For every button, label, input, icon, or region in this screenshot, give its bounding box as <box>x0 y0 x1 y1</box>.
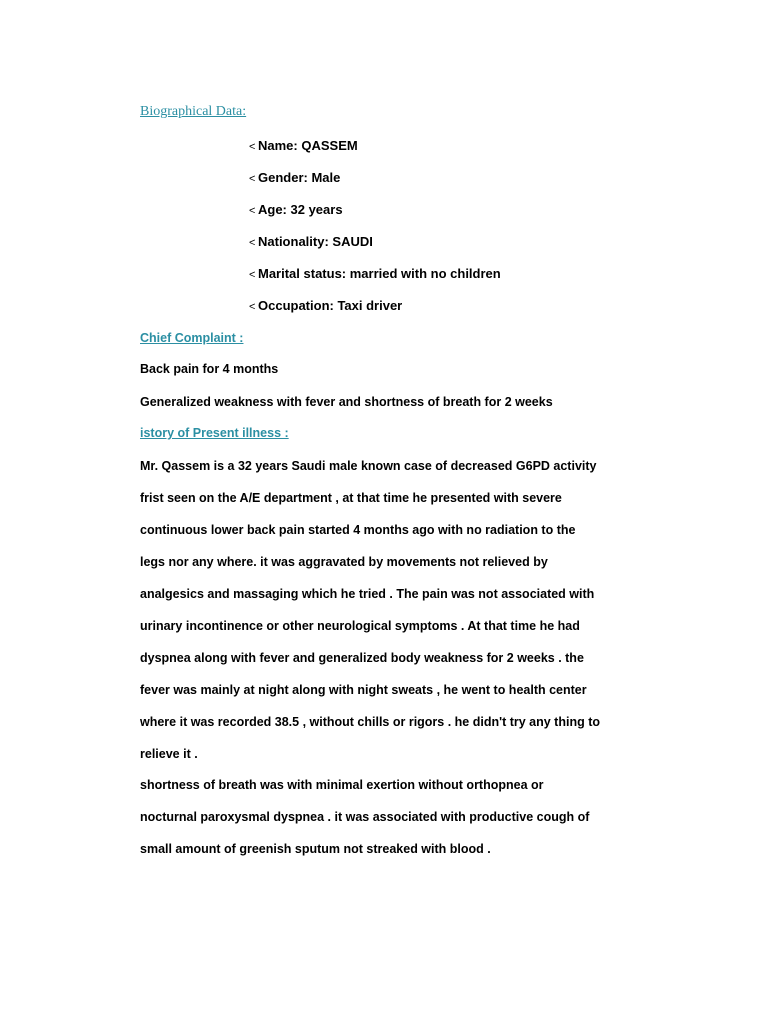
bio-item-text: Gender: Male <box>258 170 341 185</box>
bio-item-text: Occupation: Taxi driver <box>258 298 403 313</box>
arrow-bullet-icon: < <box>249 173 256 185</box>
chief-complaint-heading: Chief Complaint : <box>140 331 244 345</box>
bio-item-text: Age: 32 years <box>258 202 343 217</box>
present-illness-line: urinary incontinence or other neurological symptoms . At that time he had <box>140 619 580 633</box>
bio-item-name <box>249 137 501 169</box>
arrow-bullet-icon: < <box>249 301 256 313</box>
bio-item-text: Marital status: married with no children <box>258 266 501 281</box>
chief-complaint-line: Generalized weakness with fever and shortness of breath for 2 weeks <box>140 395 553 409</box>
present-illness-line: fever was mainly at night along with night sweats , he went to health center <box>140 683 587 697</box>
bio-item-gender <box>249 169 501 201</box>
arrow-bullet-icon: < <box>249 237 256 249</box>
chief-complaint-line: Back pain for 4 months <box>140 362 279 376</box>
bio-item-occupation <box>249 297 501 329</box>
bio-item-text: Nationality: SAUDI <box>258 234 373 249</box>
present-illness-heading: istory of Present illness : <box>140 426 289 440</box>
arrow-bullet-icon: < <box>249 141 256 153</box>
present-illness-line: legs nor any where. it was aggravated by movements not relieved by <box>140 555 548 569</box>
bio-item-nationality <box>249 233 501 265</box>
present-illness-line: relieve it . <box>140 747 198 761</box>
present-illness-line: small amount of greenish sputum not streaked with blood . <box>140 842 491 856</box>
present-illness-line: nocturnal paroxysmal dyspnea . it was associated with productive cough of <box>140 810 590 824</box>
bio-item-age <box>249 201 501 233</box>
present-illness-line: continuous lower back pain started 4 months ago with no radiation to the <box>140 523 576 537</box>
present-illness-line: dyspnea along with fever and generalized body weakness for 2 weeks . the <box>140 651 584 665</box>
present-illness-line: analgesics and massaging which he tried . The pain was not associated with <box>140 587 595 601</box>
present-illness-line: where it was recorded 38.5 , without chills or rigors . he didn't try any thing to <box>140 715 600 729</box>
biographical-data-list <box>249 137 501 329</box>
present-illness-line: Mr. Qassem is a 32 years Saudi male known case of decreased G6PD activity <box>140 459 597 473</box>
present-illness-line: shortness of breath was with minimal exertion without orthopnea or <box>140 778 544 792</box>
biographical-data-heading: Biographical Data: <box>140 104 247 119</box>
bio-item-marital-status <box>249 265 501 297</box>
bio-item-text: Name: QASSEM <box>258 138 358 153</box>
arrow-bullet-icon: < <box>249 205 256 217</box>
present-illness-line: frist seen on the A/E department , at that time he presented with severe <box>140 491 562 505</box>
arrow-bullet-icon: < <box>249 269 256 281</box>
